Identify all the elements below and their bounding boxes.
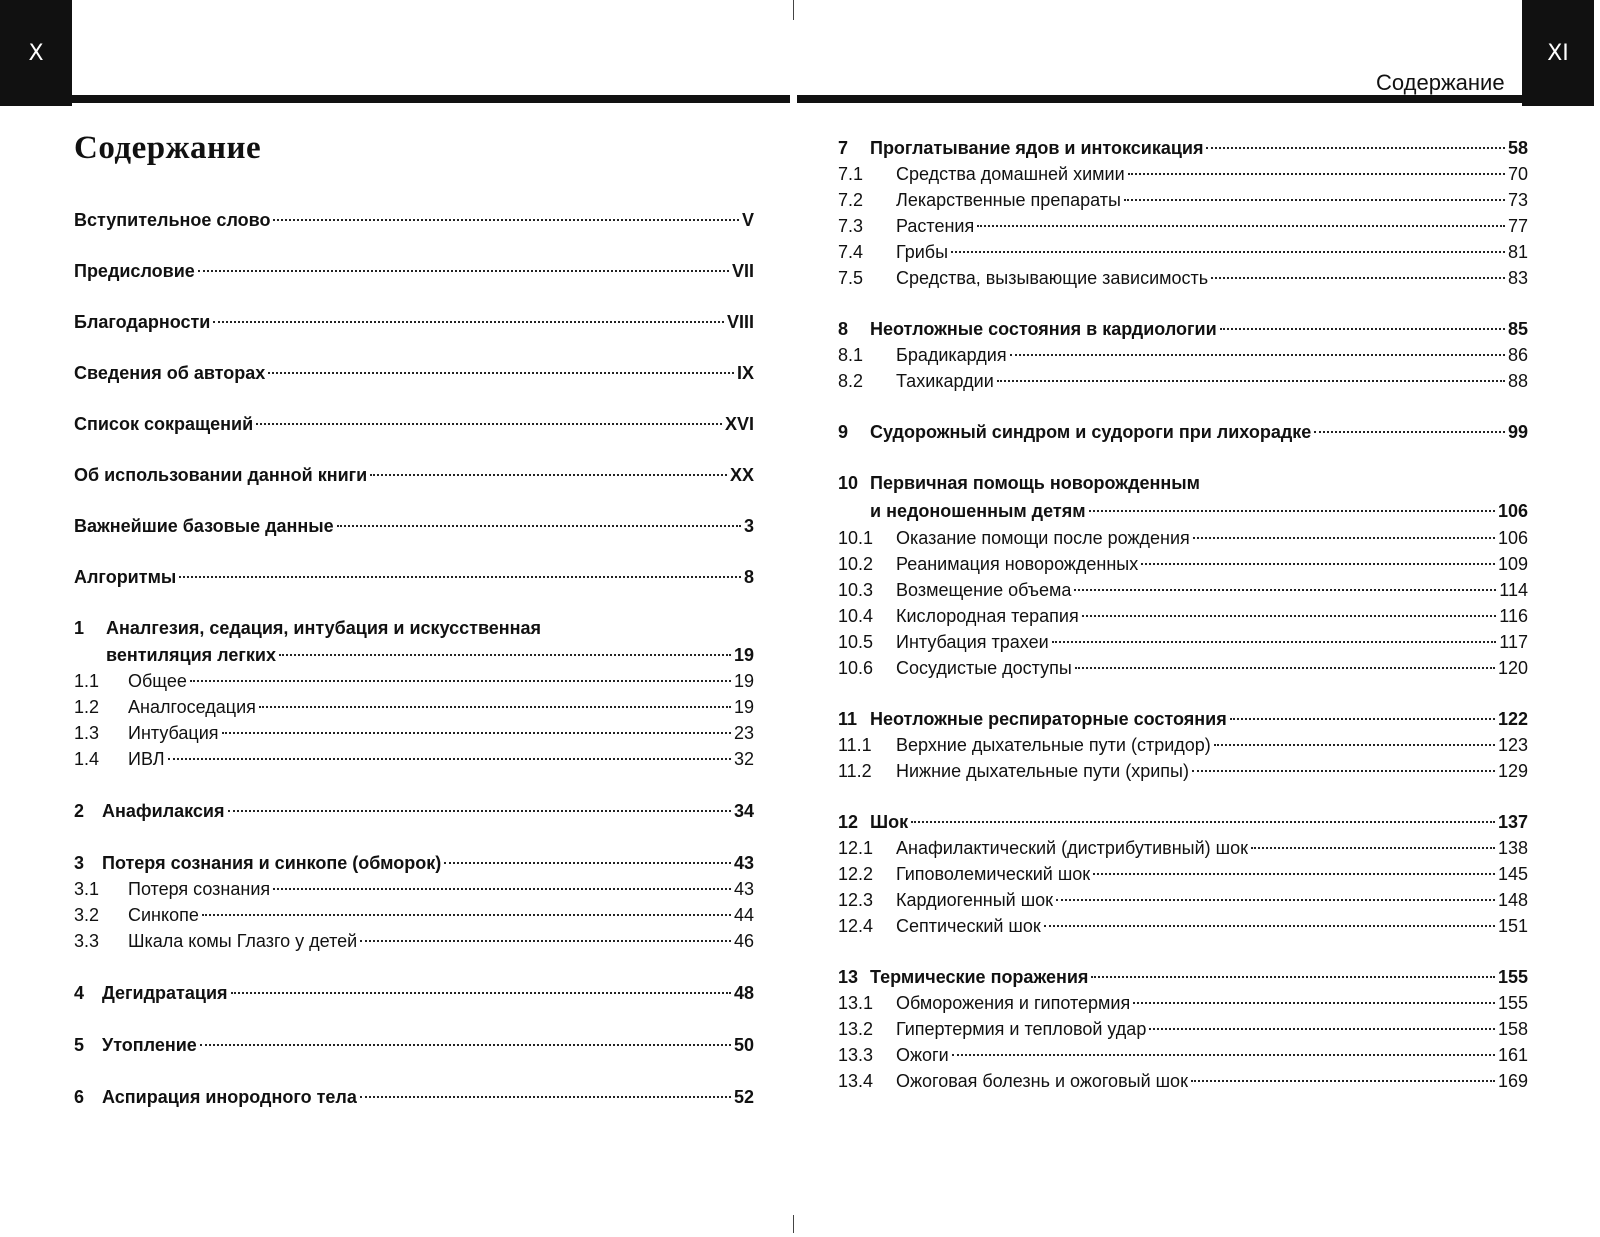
dot-leader bbox=[370, 474, 727, 476]
entry-page: 122 bbox=[1497, 709, 1528, 729]
entry-number: 8.1 bbox=[838, 345, 864, 365]
entry-title: Вступительное слово bbox=[74, 210, 271, 230]
entry-title: Ожоговая болезнь и ожоговый шок bbox=[896, 1071, 1188, 1091]
entry-page: 32 bbox=[733, 749, 754, 769]
entry-number: 10.4 bbox=[838, 606, 874, 626]
toc-subsection bbox=[838, 528, 1528, 552]
entry-title: Дегидратация bbox=[102, 983, 228, 1003]
entry-title: Грибы bbox=[896, 242, 949, 262]
entry-number: 1.3 bbox=[74, 723, 100, 743]
dot-leader bbox=[228, 810, 731, 812]
entry-number: 3.3 bbox=[74, 931, 100, 951]
dot-leader bbox=[200, 1044, 731, 1046]
toc-front-matter-item bbox=[74, 516, 754, 540]
entry-page: 43 bbox=[733, 853, 754, 873]
toc-chapter bbox=[838, 422, 1528, 446]
dot-leader bbox=[1230, 718, 1495, 720]
entry-page: 145 bbox=[1497, 864, 1528, 884]
right-folio: XI bbox=[1547, 40, 1569, 66]
dot-leader bbox=[444, 862, 731, 864]
toc-subsection bbox=[838, 1071, 1528, 1095]
entry-page: 114 bbox=[1499, 580, 1528, 600]
toc-subsection bbox=[838, 345, 1528, 369]
toc-subsection bbox=[838, 993, 1528, 1017]
entry-number: 10.3 bbox=[838, 580, 874, 600]
dot-leader bbox=[222, 732, 731, 734]
entry-title: Потеря сознания bbox=[128, 879, 271, 899]
entry-number: 12.1 bbox=[838, 838, 874, 858]
dot-leader bbox=[1133, 1002, 1495, 1004]
toc-subsection bbox=[838, 580, 1528, 604]
dot-leader bbox=[1128, 173, 1505, 175]
entry-number: 3.2 bbox=[74, 905, 100, 925]
entry-page: 106 bbox=[1497, 528, 1528, 548]
dot-leader bbox=[1211, 277, 1505, 279]
entry-number: 12.2 bbox=[838, 864, 874, 884]
dot-leader bbox=[977, 225, 1505, 227]
entry-page: 88 bbox=[1507, 371, 1528, 391]
entry-number: 8 bbox=[838, 319, 849, 339]
entry-page: 81 bbox=[1507, 242, 1528, 262]
entry-title: Шок bbox=[870, 812, 909, 832]
dot-leader bbox=[1314, 431, 1505, 433]
page-title: Содержание bbox=[74, 130, 262, 166]
toc-subsection bbox=[838, 658, 1528, 682]
toc-subsection bbox=[838, 216, 1528, 240]
entry-title: Септический шок bbox=[896, 916, 1041, 936]
toc-subsection bbox=[838, 242, 1528, 266]
toc-chapter-line1 bbox=[838, 473, 1528, 497]
entry-number: 7 bbox=[838, 138, 849, 158]
entry-page: 137 bbox=[1497, 812, 1528, 832]
entry-number: 2 bbox=[74, 801, 85, 821]
entry-page: VIII bbox=[726, 312, 754, 332]
toc-front-matter-item bbox=[74, 312, 754, 336]
entry-page: 116 bbox=[1499, 606, 1528, 626]
entry-number: 1 bbox=[74, 618, 85, 638]
dot-leader bbox=[1192, 770, 1495, 772]
entry-page: 34 bbox=[733, 801, 754, 821]
entry-number: 1.1 bbox=[74, 671, 100, 691]
entry-page: 109 bbox=[1497, 554, 1528, 574]
entry-number: 1.2 bbox=[74, 697, 100, 717]
left-folio-tab bbox=[0, 0, 72, 106]
entry-title: Предисловие bbox=[74, 261, 195, 281]
dot-leader bbox=[1141, 563, 1495, 565]
dot-leader bbox=[1220, 328, 1505, 330]
dot-leader bbox=[279, 654, 731, 656]
toc-subsection bbox=[838, 1045, 1528, 1069]
entry-number: 8.2 bbox=[838, 371, 864, 391]
toc-chapter bbox=[838, 967, 1528, 991]
toc-subsection bbox=[74, 749, 754, 773]
gutter-mark-top bbox=[793, 0, 794, 20]
entry-title: Шкала комы Глазго у детей bbox=[128, 931, 358, 951]
dot-leader bbox=[1010, 354, 1505, 356]
entry-title: Тахикардии bbox=[896, 371, 994, 391]
entry-title: Анафилактический (дистрибутивный) шок bbox=[896, 838, 1248, 858]
toc-subsection bbox=[838, 632, 1528, 656]
entry-page: 77 bbox=[1507, 216, 1528, 236]
entry-title: Сведения об авторах bbox=[74, 363, 266, 383]
entry-page: 86 bbox=[1507, 345, 1528, 365]
dot-leader bbox=[360, 940, 731, 942]
entry-title: Судорожный синдром и судороги при лихорадке bbox=[870, 422, 1312, 442]
dot-leader bbox=[259, 706, 731, 708]
dot-leader bbox=[1251, 847, 1495, 849]
toc-subsection bbox=[838, 761, 1528, 785]
entry-page: 138 bbox=[1497, 838, 1528, 858]
entry-page: 151 bbox=[1497, 916, 1528, 936]
entry-title: Потеря сознания и синкопе (обморок) bbox=[102, 853, 442, 873]
toc-subsection bbox=[838, 190, 1528, 214]
toc-chapter bbox=[838, 812, 1528, 836]
entry-title: и недоношенным детям bbox=[870, 501, 1086, 521]
entry-number: 7.4 bbox=[838, 242, 864, 262]
entry-number: 9 bbox=[838, 422, 849, 442]
dot-leader bbox=[273, 888, 731, 890]
entry-page: 19 bbox=[733, 671, 754, 691]
right-running-head: Содержание bbox=[1376, 70, 1505, 95]
dot-leader bbox=[213, 321, 724, 323]
toc-chapter bbox=[74, 645, 754, 669]
entry-title: Важнейшие базовые данные bbox=[74, 516, 334, 536]
entry-number: 12.3 bbox=[838, 890, 874, 910]
entry-number: 13.3 bbox=[838, 1045, 874, 1065]
entry-title: Ожоги bbox=[896, 1045, 949, 1065]
toc-subsection bbox=[838, 864, 1528, 888]
toc-subsection bbox=[838, 606, 1528, 630]
entry-number: 13 bbox=[838, 967, 859, 987]
entry-number: 7.3 bbox=[838, 216, 864, 236]
entry-number: 5 bbox=[74, 1035, 85, 1055]
dot-leader bbox=[168, 758, 731, 760]
dot-leader bbox=[1089, 510, 1495, 512]
dot-leader bbox=[273, 219, 739, 221]
entry-title: Растения bbox=[896, 216, 975, 236]
entry-number: 10.1 bbox=[838, 528, 874, 548]
entry-title: Об использовании данной книги bbox=[74, 465, 368, 485]
entry-page: VII bbox=[731, 261, 754, 281]
entry-number: 7.5 bbox=[838, 268, 864, 288]
toc-front-matter-item bbox=[74, 210, 754, 234]
entry-page: 58 bbox=[1507, 138, 1528, 158]
entry-title: Возмещение объема bbox=[896, 580, 1072, 600]
entry-title: Проглатывание ядов и интоксикация bbox=[870, 138, 1204, 158]
entry-page: 85 bbox=[1507, 319, 1528, 339]
entry-title: Благодарности bbox=[74, 312, 211, 332]
toc-subsection bbox=[838, 838, 1528, 862]
entry-number: 12.4 bbox=[838, 916, 874, 936]
dot-leader bbox=[1124, 199, 1505, 201]
toc-subsection bbox=[74, 905, 754, 929]
entry-page: 161 bbox=[1497, 1045, 1528, 1065]
right-header-rule bbox=[797, 95, 1567, 103]
dot-leader bbox=[1052, 641, 1497, 643]
entry-number: 13.4 bbox=[838, 1071, 874, 1091]
entry-title: Синкопе bbox=[128, 905, 199, 925]
entry-page: 106 bbox=[1497, 501, 1528, 521]
entry-number: 3.1 bbox=[74, 879, 100, 899]
toc-chapter bbox=[838, 501, 1528, 525]
dot-leader bbox=[198, 270, 729, 272]
entry-page: 155 bbox=[1497, 967, 1528, 987]
entry-number: 13.2 bbox=[838, 1019, 874, 1039]
entry-page: 19 bbox=[733, 645, 754, 665]
dot-leader bbox=[231, 992, 731, 994]
toc-chapter bbox=[838, 319, 1528, 343]
dot-leader bbox=[1093, 873, 1495, 875]
dot-leader bbox=[360, 1096, 731, 1098]
toc-chapter bbox=[838, 709, 1528, 733]
entry-number: 11.2 bbox=[838, 761, 872, 781]
entry-page: 123 bbox=[1497, 735, 1528, 755]
entry-title: Список сокращений bbox=[74, 414, 254, 434]
entry-page: IX bbox=[736, 363, 754, 383]
dot-leader bbox=[202, 914, 731, 916]
dot-leader bbox=[1149, 1028, 1495, 1030]
entry-title: Нижние дыхательные пути (хрипы) bbox=[896, 761, 1189, 781]
toc-chapter bbox=[838, 138, 1528, 162]
entry-page: 46 bbox=[733, 931, 754, 951]
entry-number: 4 bbox=[74, 983, 85, 1003]
dot-leader bbox=[1206, 147, 1505, 149]
toc-front-matter-item bbox=[74, 261, 754, 285]
entry-page: 99 bbox=[1507, 422, 1528, 442]
dot-leader bbox=[1214, 744, 1495, 746]
entry-title: Оказание помощи после рождения bbox=[896, 528, 1190, 548]
dot-leader bbox=[1075, 667, 1495, 669]
entry-number: 13.1 bbox=[838, 993, 874, 1013]
toc-subsection bbox=[838, 890, 1528, 914]
toc-chapter bbox=[74, 1087, 754, 1111]
dot-leader bbox=[1082, 615, 1497, 617]
dot-leader bbox=[952, 1054, 1495, 1056]
entry-number: 10.5 bbox=[838, 632, 874, 652]
toc-chapter bbox=[74, 983, 754, 1007]
entry-number: 10.6 bbox=[838, 658, 874, 678]
entry-page: 117 bbox=[1499, 632, 1528, 652]
dot-leader bbox=[268, 372, 734, 374]
toc-chapter bbox=[74, 1035, 754, 1059]
entry-title: Средства, вызывающие зависимость bbox=[896, 268, 1209, 288]
entry-title: Кардиогенный шок bbox=[896, 890, 1054, 910]
entry-page: 19 bbox=[733, 697, 754, 717]
entry-page: 120 bbox=[1497, 658, 1528, 678]
toc-subsection bbox=[838, 371, 1528, 395]
entry-title: Алгоритмы bbox=[74, 567, 177, 587]
entry-title: вентиляция легких bbox=[106, 645, 276, 665]
dot-leader bbox=[1193, 537, 1495, 539]
dot-leader bbox=[337, 525, 741, 527]
entry-page: 8 bbox=[743, 567, 754, 587]
entry-page: 48 bbox=[733, 983, 754, 1003]
entry-number: 11 bbox=[838, 709, 858, 729]
entry-page: 73 bbox=[1507, 190, 1528, 210]
toc-chapter bbox=[74, 853, 754, 877]
entry-title: Средства домашней химии bbox=[896, 164, 1125, 184]
dot-leader bbox=[1191, 1080, 1495, 1082]
right-folio-tab bbox=[1522, 0, 1594, 106]
entry-page: 158 bbox=[1497, 1019, 1528, 1039]
entry-title: Реанимация новорожденных bbox=[896, 554, 1139, 574]
entry-title: Кислородная терапия bbox=[896, 606, 1079, 626]
entry-title: Интубация bbox=[128, 723, 219, 743]
entry-title: Лекарственные препараты bbox=[896, 190, 1121, 210]
entry-number: 12 bbox=[838, 812, 859, 832]
entry-title: Утопление bbox=[102, 1035, 197, 1055]
entry-title: Аналгоседация bbox=[128, 697, 256, 717]
toc-subsection bbox=[838, 735, 1528, 759]
dot-leader bbox=[1044, 925, 1495, 927]
gutter-mark-bottom bbox=[793, 1215, 794, 1233]
entry-number: 7.1 bbox=[838, 164, 864, 184]
entry-page: 3 bbox=[743, 516, 754, 536]
entry-page: XVI bbox=[724, 414, 754, 434]
entry-title: Интубация трахеи bbox=[896, 632, 1049, 652]
entry-number: 11.1 bbox=[838, 735, 872, 755]
dot-leader bbox=[190, 680, 731, 682]
entry-title: Неотложные состояния в кардиологии bbox=[870, 319, 1217, 339]
toc-subsection bbox=[838, 164, 1528, 188]
entry-title: Термические поражения bbox=[870, 967, 1089, 987]
entry-page: 23 bbox=[733, 723, 754, 743]
entry-number: 6 bbox=[74, 1087, 85, 1107]
entry-title: Верхние дыхательные пути (стридор) bbox=[896, 735, 1211, 755]
toc-front-matter-item bbox=[74, 414, 754, 438]
entry-title: Аспирация инородного тела bbox=[102, 1087, 357, 1107]
entry-title: Первичная помощь новорожденным bbox=[870, 473, 1200, 493]
dot-leader bbox=[951, 251, 1505, 253]
entry-title: Неотложные респираторные состояния bbox=[870, 709, 1227, 729]
entry-title: Брадикардия bbox=[896, 345, 1007, 365]
entry-page: 52 bbox=[733, 1087, 754, 1107]
toc-subsection bbox=[838, 916, 1528, 940]
entry-title: Сосудистые доступы bbox=[896, 658, 1072, 678]
entry-number: 10 bbox=[838, 473, 859, 493]
entry-page: 148 bbox=[1497, 890, 1528, 910]
toc-subsection bbox=[74, 879, 754, 903]
dot-leader bbox=[911, 821, 1495, 823]
toc-subsection bbox=[74, 723, 754, 747]
entry-page: V bbox=[741, 210, 754, 230]
entry-page: 50 bbox=[733, 1035, 754, 1055]
entry-page: 83 bbox=[1507, 268, 1528, 288]
dot-leader bbox=[997, 380, 1505, 382]
toc-front-matter-item bbox=[74, 363, 754, 387]
entry-number: 3 bbox=[74, 853, 85, 873]
entry-number: 10.2 bbox=[838, 554, 874, 574]
toc-front-matter-item bbox=[74, 465, 754, 489]
toc-chapter-line1 bbox=[74, 618, 754, 642]
dot-leader bbox=[1091, 976, 1495, 978]
dot-leader bbox=[256, 423, 722, 425]
toc-chapter bbox=[74, 801, 754, 825]
toc-subsection bbox=[74, 697, 754, 721]
dot-leader bbox=[179, 576, 741, 578]
toc-subsection bbox=[74, 931, 754, 955]
entry-page: 43 bbox=[733, 879, 754, 899]
dot-leader bbox=[1074, 589, 1496, 591]
toc-subsection bbox=[74, 671, 754, 695]
toc-subsection bbox=[838, 554, 1528, 578]
entry-page: 129 bbox=[1497, 761, 1528, 781]
entry-title: Гипертермия и тепловой удар bbox=[896, 1019, 1147, 1039]
entry-page: 44 bbox=[733, 905, 754, 925]
entry-number: 7.2 bbox=[838, 190, 864, 210]
entry-page: 155 bbox=[1497, 993, 1528, 1013]
toc-front-matter-item bbox=[74, 567, 754, 591]
left-header-rule bbox=[0, 95, 790, 103]
entry-page: 169 bbox=[1497, 1071, 1528, 1091]
toc-subsection bbox=[838, 268, 1528, 292]
left-folio: X bbox=[28, 40, 44, 66]
entry-title: Общее bbox=[128, 671, 187, 691]
toc-subsection bbox=[838, 1019, 1528, 1043]
entry-title: Гиповолемический шок bbox=[896, 864, 1091, 884]
entry-title: Обморожения и гипотермия bbox=[896, 993, 1131, 1013]
entry-number: 1.4 bbox=[74, 749, 100, 769]
entry-page: 70 bbox=[1507, 164, 1528, 184]
entry-page: XX bbox=[729, 465, 754, 485]
entry-title: Аналгезия, седация, интубация и искусственная bbox=[106, 618, 542, 638]
dot-leader bbox=[1056, 899, 1495, 901]
entry-title: ИВЛ bbox=[128, 749, 165, 769]
entry-title: Анафилаксия bbox=[102, 801, 225, 821]
